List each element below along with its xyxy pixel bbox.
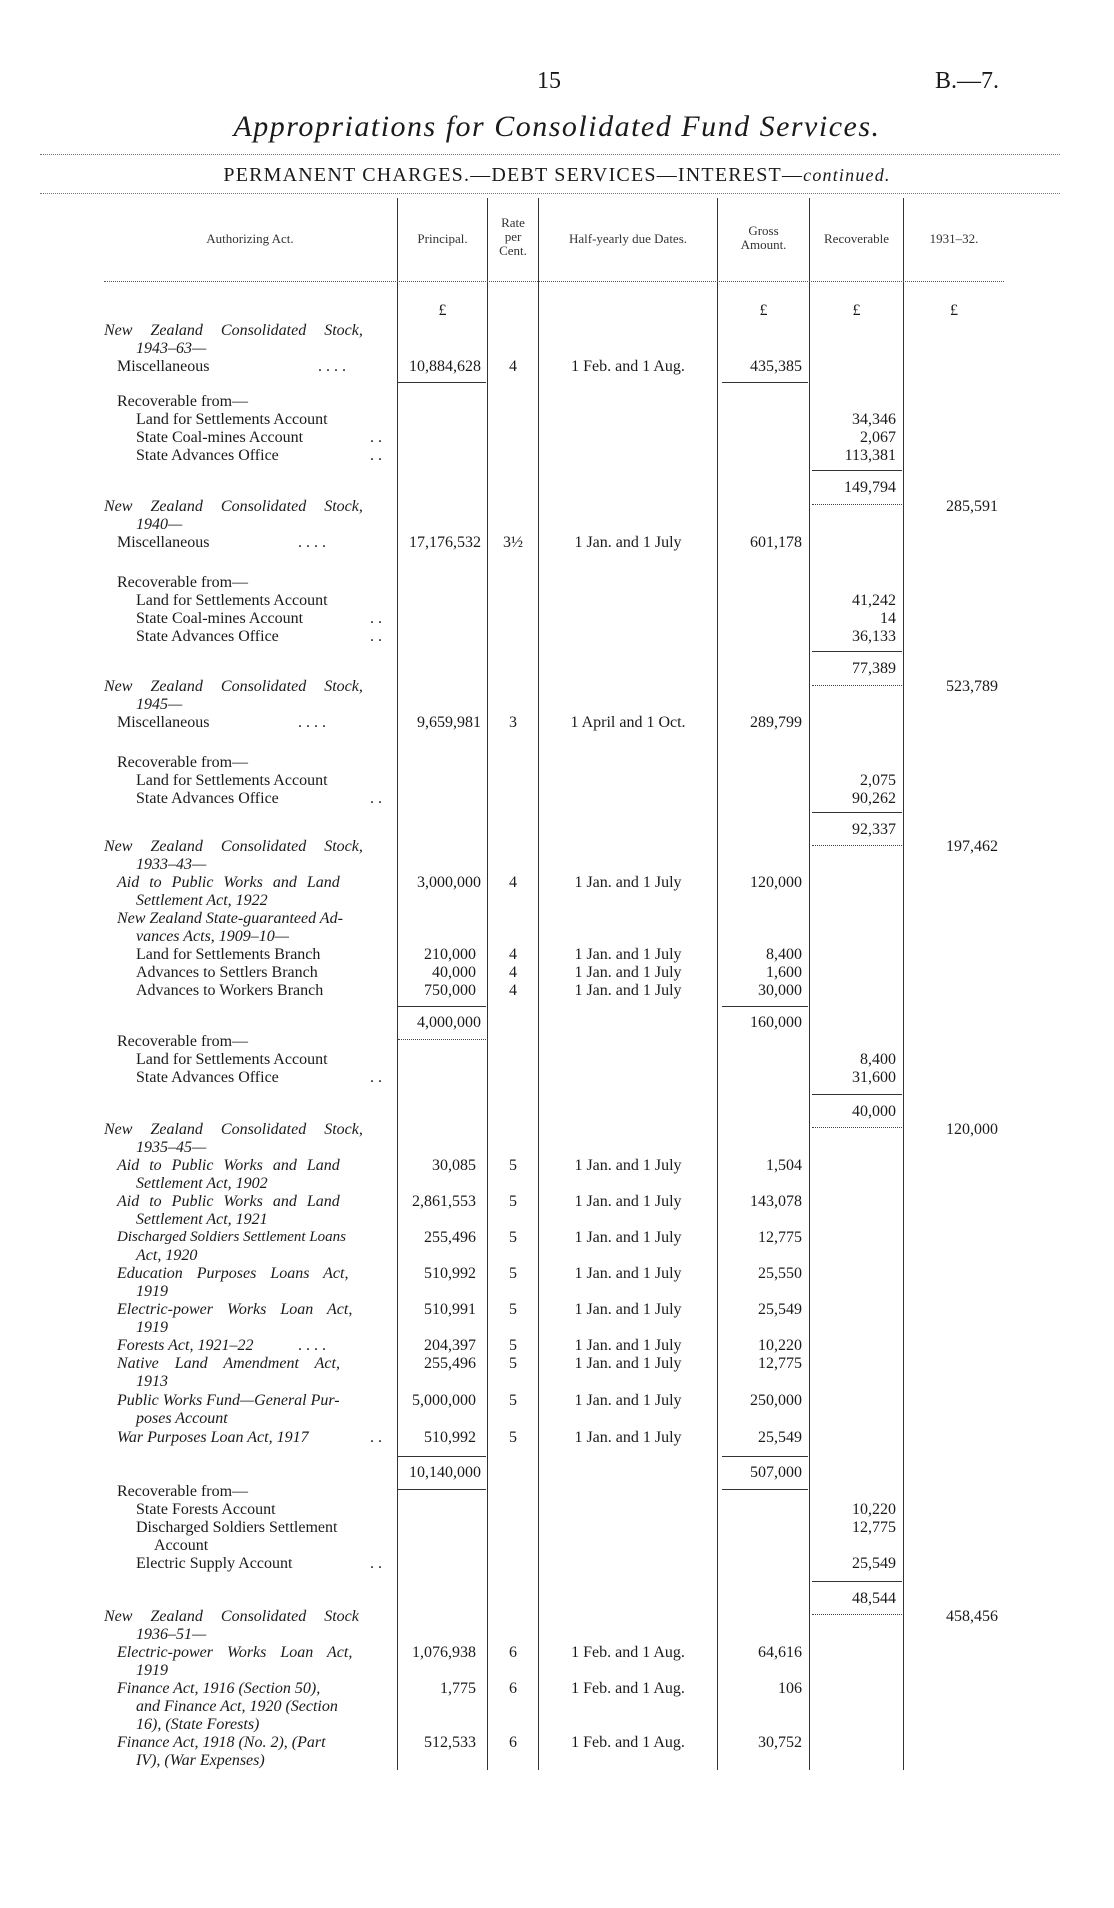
s2-rate: 3½ [503,534,523,551]
s6-i3-rate: 6 [509,1734,517,1751]
s5-i2-rate: 5 [509,1193,517,1210]
header-authorizing-act: Authorizing Act. [206,231,294,246]
s5-i1-rate: 5 [509,1157,517,1174]
s2-item: Miscellaneous [117,534,210,551]
s4-total-gross: 160,000 [750,1014,802,1031]
s4-b1-gross: 8,400 [766,946,802,963]
s5-i5-dates: 1 Jan. and 1 July [574,1301,682,1318]
s4-b1: Land for Settlements Branch [136,946,321,963]
s2-heading: New Zealand Consolidated Stock, [104,498,363,515]
s1-dates: 1 Feb. and 1 Aug. [571,358,685,375]
s1-gross-rule [722,382,808,383]
s4-b2-rate: 4 [509,964,517,981]
s5-i4-rate: 5 [509,1265,517,1282]
s3-net: 197,462 [946,838,998,855]
s5-i3-line1: Discharged Soldiers Settlement Loans [117,1229,347,1245]
s5-recoverable-from: Recoverable from— [117,1483,249,1500]
s5-i3-line2: Act, 1920 [136,1247,198,1264]
s5-total-gross-rule [722,1489,808,1490]
s5-rec1: State Forests Account [136,1501,276,1518]
s2-rec3-leader: . . [370,628,382,645]
s5-i1-dates: 1 Jan. and 1 July [574,1157,682,1174]
s2-rec-total: 77,389 [852,660,896,677]
s4-net: 120,000 [946,1121,998,1138]
s4-a1-dates: 1 Jan. and 1 July [574,874,682,891]
s5-i7-rate: 5 [509,1355,517,1372]
s3-rec-total: 92,337 [852,821,896,838]
s4-b3-gross: 30,000 [758,982,802,999]
s4-a1-principal: 3,000,000 [417,874,481,891]
s6-heading: New Zealand Consolidated Stock [104,1608,359,1625]
s6-i2-line1: Finance Act, 1916 (Section 50), [117,1680,321,1697]
currency-gross: £ [759,302,768,319]
s5-rec2-val: 12,775 [852,1519,896,1536]
s5-i7-dates: 1 Jan. and 1 July [574,1355,682,1372]
s5-i2-line2: Settlement Act, 1921 [136,1211,268,1228]
s5-total-principal-rule [398,1489,486,1490]
s1-rec-rule [812,470,902,471]
header-principal: Principal. [417,231,468,246]
s6-i2-rate: 6 [509,1680,517,1697]
s4-b3-dates: 1 Jan. and 1 July [574,982,682,999]
s6-i1-gross: 64,616 [758,1644,802,1661]
s5-total-principal: 10,140,000 [409,1464,481,1481]
s2-item-leader: . . . . [298,534,326,551]
header-bottom-rule [104,281,1004,282]
s4-a1-line2: Settlement Act, 1922 [136,892,268,909]
s1-recoverable-from: Recoverable from— [117,393,249,410]
s1-rec3: State Advances Office [136,447,279,464]
s2-net: 523,789 [946,678,998,695]
s4-b3-rate: 4 [509,982,517,999]
s5-i9-principal: 510,992 [424,1429,476,1446]
s2-rec2-val: 14 [880,610,896,627]
s3-rate: 3 [509,714,517,731]
s2-rec2: State Coal-mines Account [136,610,304,627]
s4-b2: Advances to Settlers Branch [136,964,318,981]
s5-i6-principal: 204,397 [424,1337,476,1354]
s5-i4-dates: 1 Jan. and 1 July [574,1265,682,1282]
s2-principal: 17,176,532 [409,534,481,551]
s5-i3-dates: 1 Jan. and 1 July [574,1229,682,1246]
s5-rec-total-rule [812,1614,902,1615]
s3-heading-years: 1945— [136,696,183,713]
s3-principal: 9,659,981 [417,714,481,731]
currency-recoverable: £ [852,302,861,319]
s5-i3-principal: 255,496 [424,1229,476,1246]
s3-rec-total-rule [812,845,902,846]
col-divider-year [903,198,904,1770]
s6-i3-line2: IV), (War Expenses) [136,1752,265,1769]
page-title: Appropriations for Consolidated Fund Services. [233,110,881,143]
s1-heading: New Zealand Consolidated Stock, [104,322,363,339]
s2-gross: 601,178 [750,534,802,551]
s4-a1-rate: 4 [509,874,517,891]
s3-heading: New Zealand Consolidated Stock, [104,678,363,695]
s3-rec2-leader: . . [370,790,382,807]
s4-heading-years: 1933–43— [136,856,207,873]
s3-rec1-val: 2,075 [860,772,896,789]
header-rate-2: per [504,229,522,244]
s4-rec2: State Advances Office [136,1069,279,1086]
s3-item: Miscellaneous [117,714,210,731]
s4-b1-dates: 1 Jan. and 1 July [574,946,682,963]
s5-i1-line1: Aid to Public Works and Land [117,1157,340,1174]
title-rule [40,154,1060,155]
s4-rec2-val: 31,600 [852,1069,896,1086]
s5-i7-line1: Native Land Amendment Act, [117,1355,340,1372]
s1-item-leader: . . . . [318,358,346,375]
s5-i2-line1: Aid to Public Works and Land [117,1193,340,1210]
s2-rec-rule [812,651,902,652]
s1-rec2-leader: . . [370,429,382,446]
s5-i1-gross: 1,504 [766,1157,802,1174]
s1-rate: 4 [509,358,517,375]
s5-i4-principal: 510,992 [424,1265,476,1282]
s5-rec3-leader: . . [370,1555,382,1572]
s5-i1-line2: Settlement Act, 1902 [136,1175,268,1192]
currency-principal: £ [438,302,447,319]
s5-i2-principal: 2,861,553 [412,1193,476,1210]
s5-i5-rate: 5 [509,1301,517,1318]
s4-a2-line2: vances Acts, 1909–10— [136,928,290,945]
s3-item-leader: . . . . [298,714,326,731]
s5-principal-rule [398,1456,486,1457]
s5-heading-years: 1935–45— [136,1139,207,1156]
s5-i9-rate: 5 [509,1429,517,1446]
header-half-yearly-dates: Half-yearly due Dates. [568,231,688,246]
s5-i7-line2: 1913 [136,1373,168,1390]
s3-rec1: Land for Settlements Account [136,772,328,789]
s5-i2-gross: 143,078 [750,1193,802,1210]
s2-rec1-val: 41,242 [852,592,896,609]
s1-rec-total: 149,794 [844,479,896,496]
s5-i6-leader: . . . . [298,1337,326,1354]
s6-i3-principal: 512,533 [424,1734,476,1751]
s2-rec3: State Advances Office [136,628,279,645]
s4-heading: New Zealand Consolidated Stock, [104,838,363,855]
s5-rec-rule [812,1581,902,1582]
s5-rec1-val: 10,220 [852,1501,896,1518]
s4-rec-total-rule [812,1127,902,1128]
s5-i6-rate: 5 [509,1337,517,1354]
s5-i4-gross: 25,550 [758,1265,802,1282]
s3-rec-rule [812,812,902,813]
s5-i5-principal: 510,991 [424,1301,476,1318]
s6-i3-line1: Finance Act, 1918 (No. 2), (Part [117,1734,326,1751]
s5-i8-principal: 5,000,000 [412,1392,476,1409]
s4-total-principal-rule [398,1039,486,1040]
s5-i8-dates: 1 Jan. and 1 July [574,1392,682,1409]
header-gross-2: Amount. [740,237,787,252]
subtitle-continued: continued. [803,165,891,185]
s5-i5-line2: 1919 [136,1319,168,1336]
s3-gross: 289,799 [750,714,802,731]
s4-b3-principal: 750,000 [424,982,476,999]
s4-b2-dates: 1 Jan. and 1 July [574,964,682,981]
s3-recoverable-from: Recoverable from— [117,754,249,771]
s1-principal-rule [398,382,486,383]
s4-total-principal: 4,000,000 [417,1014,481,1031]
s5-rec-total: 48,544 [852,1590,896,1607]
s4-recoverable-from: Recoverable from— [117,1033,249,1050]
s5-i3-gross: 12,775 [758,1229,802,1246]
s4-a1-gross: 120,000 [750,874,802,891]
s5-i2-dates: 1 Jan. and 1 July [574,1193,682,1210]
s6-i3-gross: 30,752 [758,1734,802,1751]
s2-rec-total-rule [812,685,902,686]
s5-i6-line1: Forests Act, 1921–22 [117,1337,254,1354]
s5-i9-dates: 1 Jan. and 1 July [574,1429,682,1446]
s5-i8-rate: 5 [509,1392,517,1409]
s6-i2-line3: 16), (State Forests) [136,1716,260,1733]
s4-rec-total: 40,000 [852,1103,896,1120]
page-number: 15 [537,68,561,94]
s4-b3: Advances to Workers Branch [136,982,324,999]
s2-dates: 1 Jan. and 1 July [574,534,682,551]
header-year: 1931–32. [929,231,979,246]
s5-i5-gross: 25,549 [758,1301,802,1318]
s1-item: Miscellaneous [117,358,210,375]
s5-total-gross: 507,000 [750,1464,802,1481]
s5-i6-dates: 1 Jan. and 1 July [574,1337,682,1354]
s5-heading: New Zealand Consolidated Stock, [104,1121,363,1138]
s1-heading-years: 1943–63— [136,340,207,357]
s4-rec2-leader: . . [370,1069,382,1086]
s4-a2-line1: New Zealand State-guaranteed Ad- [117,910,343,927]
s5-net: 458,456 [946,1608,998,1625]
s5-i7-gross: 12,775 [758,1355,802,1372]
s4-rec-rule [812,1094,902,1095]
s1-gross: 435,385 [750,358,802,375]
s1-rec-total-rule [812,504,902,505]
s5-i5-line1: Electric-power Works Loan Act, [117,1301,353,1318]
s2-recoverable-from: Recoverable from— [117,574,249,591]
s6-i3-dates: 1 Feb. and 1 Aug. [571,1734,685,1751]
s5-rec3: Electric Supply Account [136,1555,293,1572]
s6-heading-years: 1936–51— [136,1626,207,1643]
s5-rec2-line1: Discharged Soldiers Settlement [136,1519,338,1536]
s4-rec1-val: 8,400 [860,1051,896,1068]
s5-i8-line2: poses Account [136,1410,228,1427]
s6-i2-principal: 1,775 [440,1680,476,1697]
s3-rec2: State Advances Office [136,790,279,807]
s5-rec2-line2: Account [154,1537,209,1554]
s6-i1-rate: 6 [509,1644,517,1661]
s5-i7-principal: 255,496 [424,1355,476,1372]
s3-dates: 1 April and 1 Oct. [570,714,686,731]
s1-rec3-val: 113,381 [844,447,896,464]
s4-a1-line1: Aid to Public Works and Land [117,874,340,891]
s5-i4-line1: Education Purposes Loans Act, [117,1265,349,1282]
s4-b1-principal: 210,000 [424,946,476,963]
s2-rec1: Land for Settlements Account [136,592,328,609]
s1-rec1-val: 34,346 [852,411,896,428]
header-rate-3: Cent. [499,243,527,258]
s5-i3-rate: 5 [509,1229,517,1246]
s5-rec3-val: 25,549 [852,1555,896,1572]
s5-i9-leader: . . [370,1429,382,1446]
s5-gross-rule [722,1456,808,1457]
currency-year: £ [950,302,958,319]
s6-i1-dates: 1 Feb. and 1 Aug. [571,1644,685,1661]
s5-i4-line2: 1919 [136,1283,168,1300]
s4-rec1: Land for Settlements Account [136,1051,328,1068]
s5-i8-gross: 250,000 [750,1392,802,1409]
s2-rec3-val: 36,133 [852,628,896,645]
subtitle-main: PERMANENT CHARGES.—DEBT SERVICES—INTEREST— [223,164,804,186]
document-reference: B.—7. [935,68,1000,94]
s2-rec2-leader: . . [370,610,382,627]
section-subtitle [0,164,1114,187]
s4-b2-gross: 1,600 [766,964,802,981]
s6-i1-line2: 1919 [136,1662,168,1679]
subtitle-rule [40,193,1060,194]
s6-i2-line2: and Finance Act, 1920 (Section [136,1698,338,1715]
s6-i2-gross: 106 [778,1680,802,1697]
s6-i2-dates: 1 Feb. and 1 Aug. [571,1680,685,1697]
header-recoverable: Recoverable [824,231,889,246]
s1-rec2: State Coal-mines Account [136,429,304,446]
s4-b2-principal: 40,000 [432,964,476,981]
s5-i8-line1: Public Works Fund—General Pur- [117,1392,340,1409]
s1-net: 285,591 [946,498,998,515]
s3-rec2-val: 90,262 [852,790,896,807]
header-rate-1: Rate [501,215,525,230]
s6-i1-line1: Electric-power Works Loan Act, [117,1644,353,1661]
s5-i1-principal: 30,085 [432,1157,476,1174]
s4-gross-rule [722,1006,808,1007]
s1-principal: 10,884,628 [409,358,481,375]
s5-i9-line1: War Purposes Loan Act, 1917 [117,1429,309,1446]
s2-heading-years: 1940— [136,516,183,533]
header-gross-1: Gross [748,223,779,238]
s4-principal-rule [398,1006,486,1007]
s1-rec2-val: 2,067 [860,429,896,446]
s1-rec1: Land for Settlements Account [136,411,328,428]
s6-i1-principal: 1,076,938 [412,1644,476,1661]
s4-b1-rate: 4 [509,946,517,963]
s5-i9-gross: 25,549 [758,1429,802,1446]
s1-rec3-leader: . . [370,447,382,464]
s5-i6-gross: 10,220 [758,1337,802,1354]
